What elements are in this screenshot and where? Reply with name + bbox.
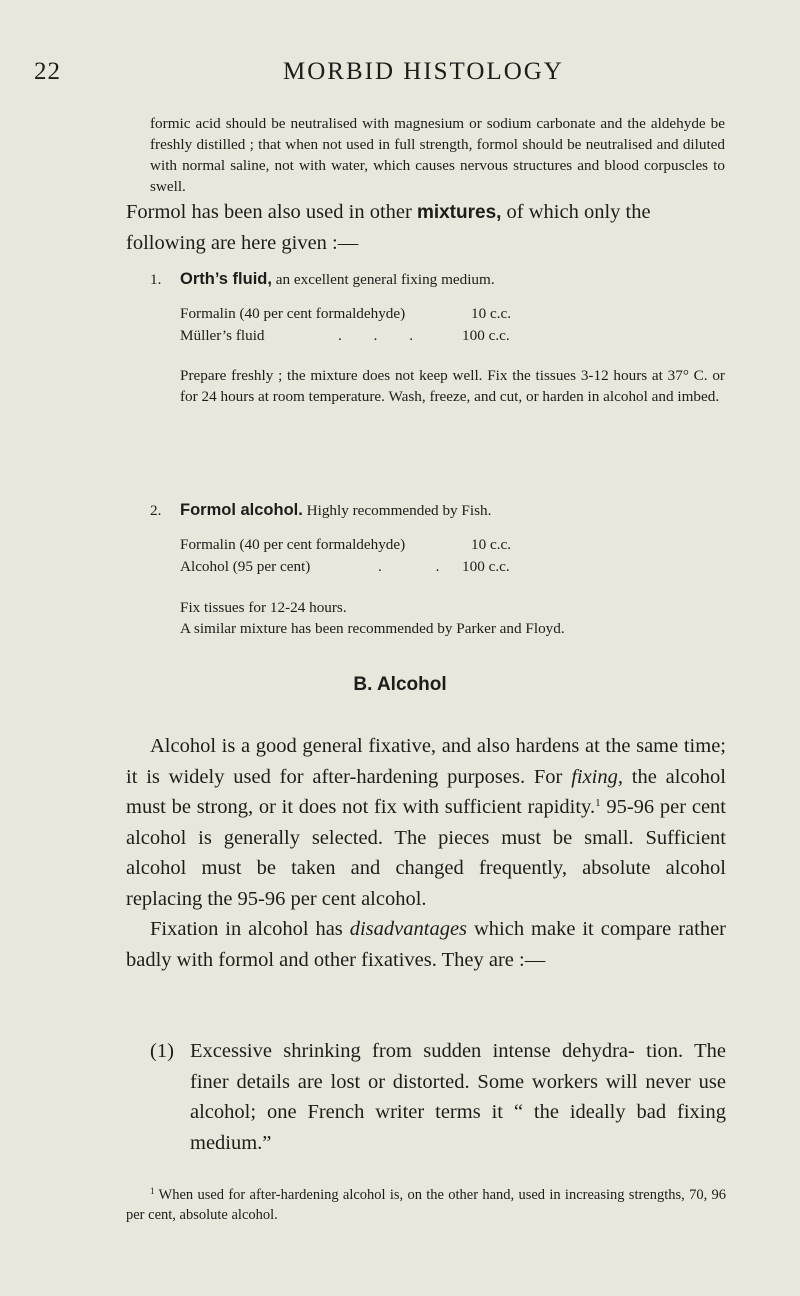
page-number: 22: [34, 58, 61, 85]
leader-dots: . . .: [338, 327, 413, 344]
lead-bold: mixtures,: [416, 202, 502, 223]
item-heading: [180, 500, 491, 521]
item-title-rest: an excellent general fixing medium.: [271, 271, 495, 288]
item-body: [180, 365, 725, 407]
main-paragraph: [126, 731, 726, 975]
list-item-orths-fluid: [150, 269, 725, 469]
item-number: 1.: [150, 271, 162, 288]
emphasis-fixing: fixing,: [571, 765, 623, 788]
ingredient-name: Alcohol (95 per cent): [180, 558, 311, 575]
recipe-row: [180, 303, 725, 325]
recipe-row: [180, 325, 725, 347]
item-body-line: A similar mixture has been recommended by Parker and Floyd.: [180, 620, 565, 637]
recipe-row: [180, 556, 725, 578]
lead-after: of which only the following are here given :—: [126, 201, 651, 254]
item-body-text: Prepare freshly ; the mixture does not keep well. Fix the tissues 3-12 hours at 37° C. or for 24 hours at room temperature. Wash, freeze, and cut, or harden in alcohol and imbed.: [180, 367, 725, 405]
disadvantage-number: (1): [150, 1040, 174, 1062]
footnote-reference: 1: [595, 797, 601, 809]
ingredient-quantity: 100 c.c.: [462, 558, 510, 575]
main-text-e: which make it compare rather badly with formol and other fixatives. They are :—: [126, 918, 727, 971]
ingredient-name: Formalin (40 per cent formaldehyde): [180, 305, 406, 322]
ingredient-name: Müller’s fluid: [180, 327, 265, 344]
leader-dots: . .: [378, 558, 440, 575]
item-heading: [180, 269, 495, 290]
ingredient-quantity: 10 c.c.: [471, 305, 512, 322]
section-heading: B. Alcohol: [353, 674, 447, 695]
main-text-c: 95-96 per cent alcohol is generally selected. The pieces must be small. Sufficient alcohol must be taken and changed frequently, absolute alcohol replacing the 95-96 per cent alcohol.: [126, 796, 726, 910]
lead-before: Formol has been also used in other: [126, 201, 417, 223]
item-number: 2.: [150, 502, 162, 519]
recipe-table: [180, 303, 725, 353]
item-title-rest: Highly recommended by Fish.: [302, 502, 492, 519]
recipe-row: [180, 534, 725, 556]
item-body-line: Fix tissues for 12-24 hours.: [180, 599, 347, 616]
ingredient-quantity: 100 c.c.: [462, 327, 510, 344]
main-text-a: Alcohol is a good general fixative, and also hardens at the same time; it is widely used for after-hardening purposes. For: [126, 735, 726, 788]
main-text-d: Fixation in alcohol has: [150, 918, 350, 940]
footnote: [126, 1185, 726, 1225]
item-title: Formol alcohol.: [180, 501, 303, 519]
intro-text: formic acid should be neutralised with magnesium or sodium carbonate and the aldehyde be freshly distilled ; that when not used in full strength, formol should be neutralised and diluted with normal saline, not with water, which causes nervous structures and blood corpuscles to swell.: [150, 115, 725, 195]
page-header: [0, 58, 800, 98]
disadvantage-text: Excessive shrinking from sudden intense dehydra- tion. The finer details are lost or distorted. Some workers will never use alcohol; one French writer terms it “ the ideally bad fixing medium.”: [190, 1040, 726, 1154]
disadvantage-item: [150, 1036, 726, 1166]
recipe-table: [180, 534, 725, 584]
footnote-text: When used for after-hardening alcohol is, on the other hand, used in increasing strengths, 70, 96 per cent, absolute alcohol.: [126, 1187, 726, 1223]
ingredient-quantity: 10 c.c.: [471, 536, 512, 553]
intro-paragraph: [150, 113, 725, 197]
footnote-mark: 1: [150, 1186, 155, 1196]
ingredient-name: Formalin (40 per cent formaldehyde): [180, 536, 406, 553]
item-title: Orth’s fluid,: [180, 270, 272, 288]
lead-paragraph: [126, 197, 726, 258]
main-text-b: the alcohol must be strong, or it does not fix with sufficient rapidity.: [126, 765, 726, 818]
running-head: MORBID HISTOLOGY: [283, 58, 564, 85]
item-body: [180, 597, 725, 639]
list-item-formol-alcohol: [150, 500, 725, 670]
emphasis-disadvantages: disadvantages: [349, 918, 468, 940]
